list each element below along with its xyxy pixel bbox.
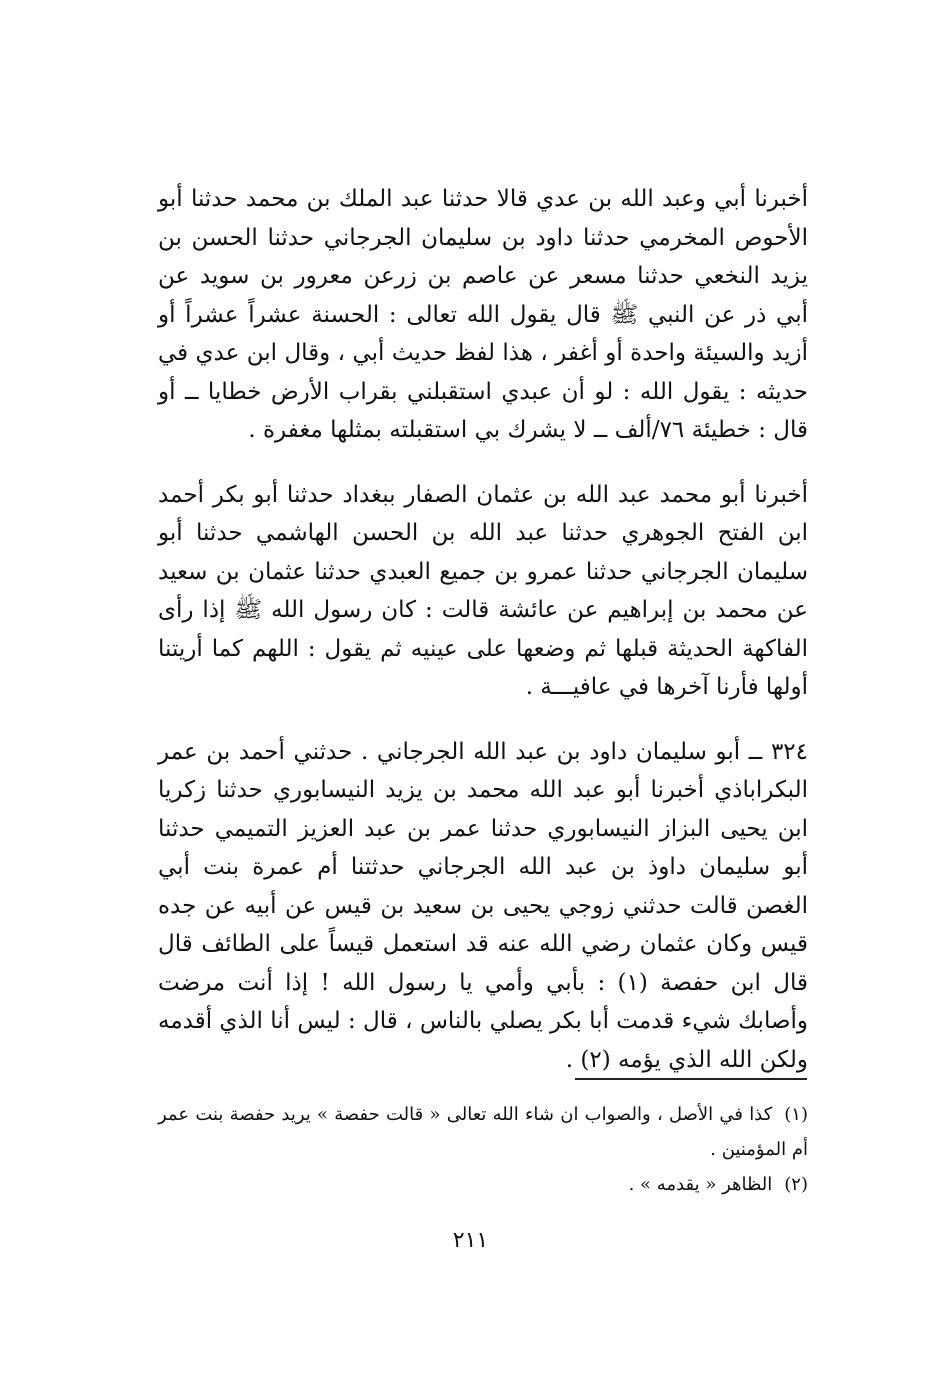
page-number: ٢١١ [452,1228,489,1253]
paragraph-hadith-1: أخبرنا أبي وعبد الله بن عدي قالا حدثنا عبد الملك بن محمد حدثنا أبو الأحوص المخرمي حدثنا داود بن سليمان الجرجاني حدثنا الحسن بن يزيد النخعي حدثنا مسعر عن عاصم بن زرعن معرور بن سويد عن أبي ذر عن النبي ﷺ قال يقول الله تعالى : الحسنة عشراً عشراً أو أزيد والسيئة واحدة أو أغفر ، هذا لفظ حديث أبي ، وقال ابن عدي في حديثه : يقول الله : لو أن عبدي استقبلني بقراب الأرض خطايا ــ أو قال : خطيئة ٧٦/ألف ــ لا يشرك بي استقبلته بمثلها مغفرة . [158,186,808,443]
footnote-number: (١) [784,1104,808,1125]
footnote-text: الظاهر « يقدمه » . [628,1174,773,1195]
footnote-1 [158,1097,808,1167]
paragraph-entry-324: ٣٢٤ ــ أبو سليمان داود بن عبد الله الجرجاني . حدثني أحمد بن عمر البكراباذي أخبرنا أبو عبد الله محمد بن يزيد النيسابوري حدثنا زكريا ابن يحيى البزاز النيسابوري حدثنا عمر بن عبد العزيز التميمي حدثنا أبو سليمان داوذ بن عبد الله الجرجاني حدثتنا أم عمرة بنت أبي الغصن قالت حدثني زوجي يحيى بن سعيد بن قيس عن أبيه عن جده قيس وكان عثمان رضي الله عنه قد استعمل قيساً على الطائف قال قال ابن حفصة (١) : بأبي وأمي يا رسول الله ! إذا أنت مرضت وأصابك شيء قدمت أبا بكر يصلي بالناس ، قال : ليس أنا الذي أقدمه ولكن الله الذي يؤمه (٢) . [158,738,808,1073]
footnote-text: كذا في الأصل ، والصواب ان شاء الله تعالى « قالت حفصة » يريد حفصة بنت عمر أم المؤمنين . [158,1104,808,1160]
footnote-number: (٢) [784,1174,808,1195]
paragraph-hadith-2: أخبرنا أبو محمد عبد الله بن عثمان الصفار ببغداد حدثنا أبو بكر أحمد ابن الفتح الجوهري حدثنا عبد الله بن الحسن الهاشمي حدثنا أبو سليمان الجرجاني حدثنا عمرو بن جميع العبدي حدثنا عثمان بن سعيد عن محمد بن إبراهيم عن عائشة قالت : كان رسول الله ﷺ إذا رأى الفاكهة الحديثة قبلها ثم وضعها على عينيه ثم يقول : اللهم كما أريتنا أولها فأرنا آخرها في عافيـــة . [158,481,808,700]
footnotes-section [158,1097,808,1202]
footnote-separator [575,1078,807,1080]
footnote-2 [158,1167,808,1202]
main-text-body [158,180,808,1079]
